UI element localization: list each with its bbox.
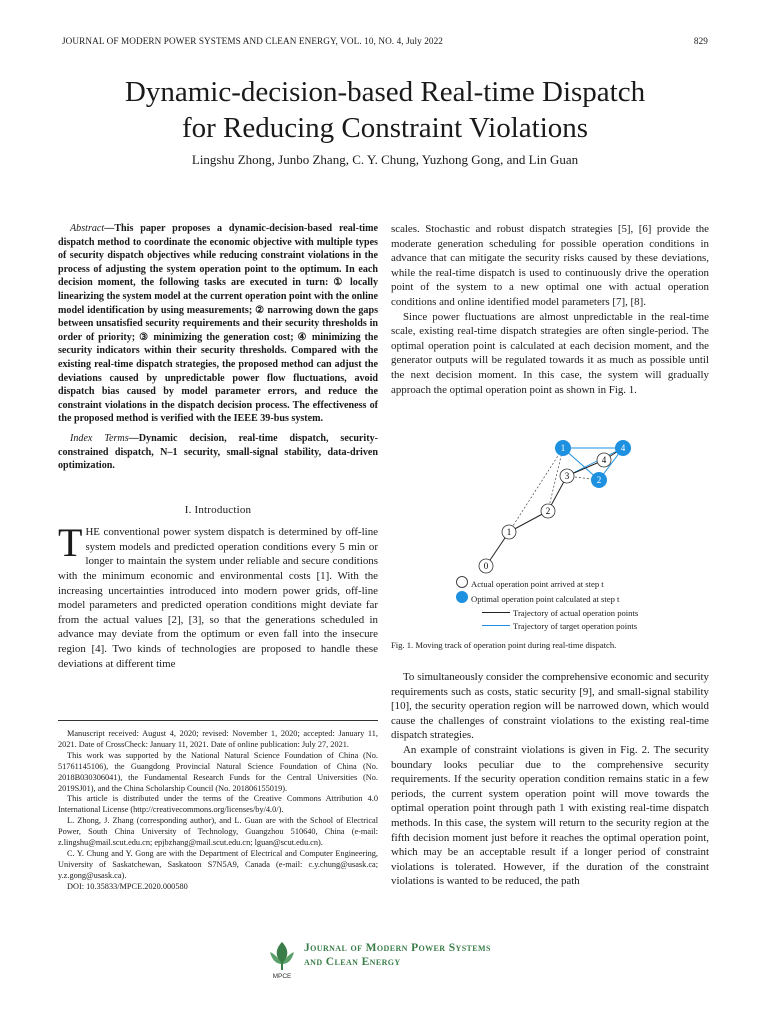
svg-text:0: 0 <box>483 561 489 571</box>
footnote: L. Zhong, J. Zhang (corresponding author), and L. Guan are with the School of Electrical Power, South China University of Technology, Guangzhou 510640, China (e-mail: z.lingshu@mail.scut.edu.cn; epjbzhang@mail.scut.edu.cn; lguan@scut.edu.cn). <box>58 816 378 848</box>
actual-point-4 <box>597 453 611 467</box>
right-column <box>391 222 709 397</box>
legend-line-blue <box>482 625 510 626</box>
title-line-2: for Reducing Constraint Violations <box>181 112 589 144</box>
legend-actual-point: Actual operation point arrived at step t <box>456 576 638 591</box>
drop-cap: T <box>58 520 83 566</box>
figure-legend <box>456 576 638 634</box>
abstract <box>58 222 378 426</box>
target-point-1 <box>555 440 571 456</box>
section-heading-introduction: I. Introduction <box>184 503 252 516</box>
svg-text:MPCE: MPCE <box>272 973 292 980</box>
actual-point-2 <box>541 504 555 518</box>
intro-paragraph <box>58 520 378 671</box>
index-terms-label: Index Terms <box>70 432 129 444</box>
target-point-4 <box>615 440 631 456</box>
svg-text:3: 3 <box>564 471 570 481</box>
footnote: This article is distributed under the terms of the Creative Commons Attribution 4.0 International License (http://creativecommons.org/licenses/by/4.0/). <box>58 794 378 815</box>
abstract-text: —This paper proposes a dynamic-decision-based real-time dispatch method to coordinate the economic objective with multiple types of security dispatch objectives while reducing constraint violations in the process of adjusting the system operation point to the optimum. In each decision moment, the following tasks are executed in turn: ① locally linearizing the system model at the current operation point with the online model identification by using measurements; ② narrowing down the gaps between unsatisfied security requirements and their security thresholds in order of priority; ③ minimizing the generation cost; ④ minimizing the security indicators within their security thresholds. Compared with the existing real-time dispatch strategies, the proposed method can adjust the deviations caused by unpredictable power flow fluctuations, avoid dispatch bias caused by model parameter errors, and reduce the constraint violations in the dispatch decision process. The effectiveness of the proposed method is verified with the IEEE 39-bus system. <box>58 223 378 425</box>
footnote: Manuscript received: August 4, 2020; revised: November 1, 2020; accepted: January 11, 2021. Date of CrossCheck: January 11, 2021. Date of online publication: July 27, 2021. <box>58 729 378 749</box>
intro-text: HE conventional power system dispatch is determined by off-line system models and predicted operation conditions every 5 min or longer to maintain the system under reliable and secure conditions with the minimum economic and environmental costs [1]. With the increasing uncertainties introduced into modern power grids, off-line model parameters and predicted operation conditions might deviate far from the actual values [2], [3], so that the generations scheduled in advance may deviate from the optimum or even fall into the insecure region [4]. Two kinds of technologies are proposed to handle these deviations at different time <box>58 526 378 670</box>
legend-marker-blue <box>456 591 468 603</box>
target-point-2 <box>591 472 607 488</box>
index-terms <box>58 432 378 473</box>
footer-journal-name <box>304 941 491 969</box>
svg-text:4: 4 <box>601 455 607 465</box>
legend-line-black <box>482 612 510 613</box>
legend-actual-trajectory: Trajectory of actual operation points <box>456 607 638 620</box>
svg-text:1: 1 <box>506 527 512 537</box>
footnotes <box>58 720 378 893</box>
title-line-1: Dynamic-decision-based Real-time Dispatch <box>124 76 646 108</box>
target-trajectory <box>567 448 623 476</box>
footer-line-1: Journal of Modern Power Systems <box>304 942 491 954</box>
right-paragraph-4: An example of constraint violations is given in Fig. 2. The security boundary looks peculiar due to the comprehensive security requirements. If the security operation condition remains static in a few periods, the current system operation point will move towards the optimal operation point through path 1 with existing real-time dispatch methods. In this case, the system will return to the security region at the fifth decision moment just before it reaches the optimal operation point, which may be an acceptable result if a longer period of constraint violations is tolerated. However, if the duration of the constraint violations is wanted to be reduced, the path <box>391 743 709 888</box>
dashed-link <box>509 448 563 532</box>
svg-text:2: 2 <box>596 475 602 485</box>
footnote: C. Y. Chung and Y. Gong are with the Department of Electrical and Computer Engineering, University of Saskatchewan, Saskatoon S7N5A9, Canada (e-mail: c.y.chung@usask.ca; y.z.gong@usask.ca). <box>58 848 378 880</box>
svg-text:2: 2 <box>545 506 551 516</box>
actual-point-1 <box>502 525 516 539</box>
right-column-continued <box>391 670 709 889</box>
actual-point-0 <box>479 559 493 573</box>
svg-text:4: 4 <box>620 443 626 453</box>
right-paragraph-1: scales. Stochastic and robust dispatch strategies [5], [6] provide the moderate generation scheduling for possible operation conditions in advance that can mitigate the security risks caused by these deviations, while the real-time dispatch is used to continuously drive the operation point of the system to a new optimal one with actual operation conditions and online identified model parameters [7], [8]. <box>391 223 709 308</box>
actual-point-3 <box>560 469 574 483</box>
footnote-doi: DOI: 10.35833/MPCE.2020.000580 <box>67 881 188 891</box>
right-paragraph-3: To simultaneously consider the comprehensive economic and security requirements such as costs, static security [9], and small-signal stability [10], the security operation region will be narrowed down, which would cause the challenges of constraint violations to the existing real-time dispatch strategies. <box>391 671 709 742</box>
legend-target-trajectory: Trajectory of target operation points <box>456 620 638 633</box>
mpce-logo-icon <box>262 938 302 980</box>
author-list: Lingshu Zhong, Junbo Zhang, C. Y. Chung, Yuzhong Gong, and Lin Guan <box>191 152 579 167</box>
journal-line: JOURNAL OF MODERN POWER SYSTEMS AND CLEAN ENERGY, VOL. 10, NO. 4, July 2022 <box>62 36 443 46</box>
running-header <box>62 36 708 46</box>
footer-line-2: and Clean Energy <box>304 956 401 968</box>
abstract-label: Abstract <box>70 223 105 234</box>
page-number: 829 <box>693 36 708 46</box>
footnote: This work was supported by the National Natural Science Foundation of China (No. 51761145106), the Guangdong Provincial Natural Science Foundation of China (No. 2018B030306041), the Fundamental Research Funds for the Central Universities (No. 2019SJ01), and the China Scholarship Council (No. 201806155019). <box>58 750 378 793</box>
svg-text:1: 1 <box>560 443 566 453</box>
legend-target-point: Optimal operation point calculated at step t <box>456 591 638 606</box>
index-terms-text: —Dynamic decision, real-time dispatch, security-constrained dispatch, N–1 security, small-signal stability, data-driven optimization. <box>58 432 378 472</box>
figure-1-caption: Fig. 1. Moving track of operation point during real-time dispatch. <box>391 640 617 650</box>
right-paragraph-2: Since power fluctuations are almost unpredictable in the real-time scale, existing real-time dispatch strategies are often single-period. The optimal operation point is calculated at each decision moment, and the generator outputs will be regulated towards it as much as possible until the next decision moment. In this case, the system will gradually approach the optimal operation point as shown in Fig. 1. <box>391 310 709 396</box>
left-column <box>58 222 378 671</box>
legend-marker-white <box>456 576 468 588</box>
paper-title <box>40 74 730 146</box>
